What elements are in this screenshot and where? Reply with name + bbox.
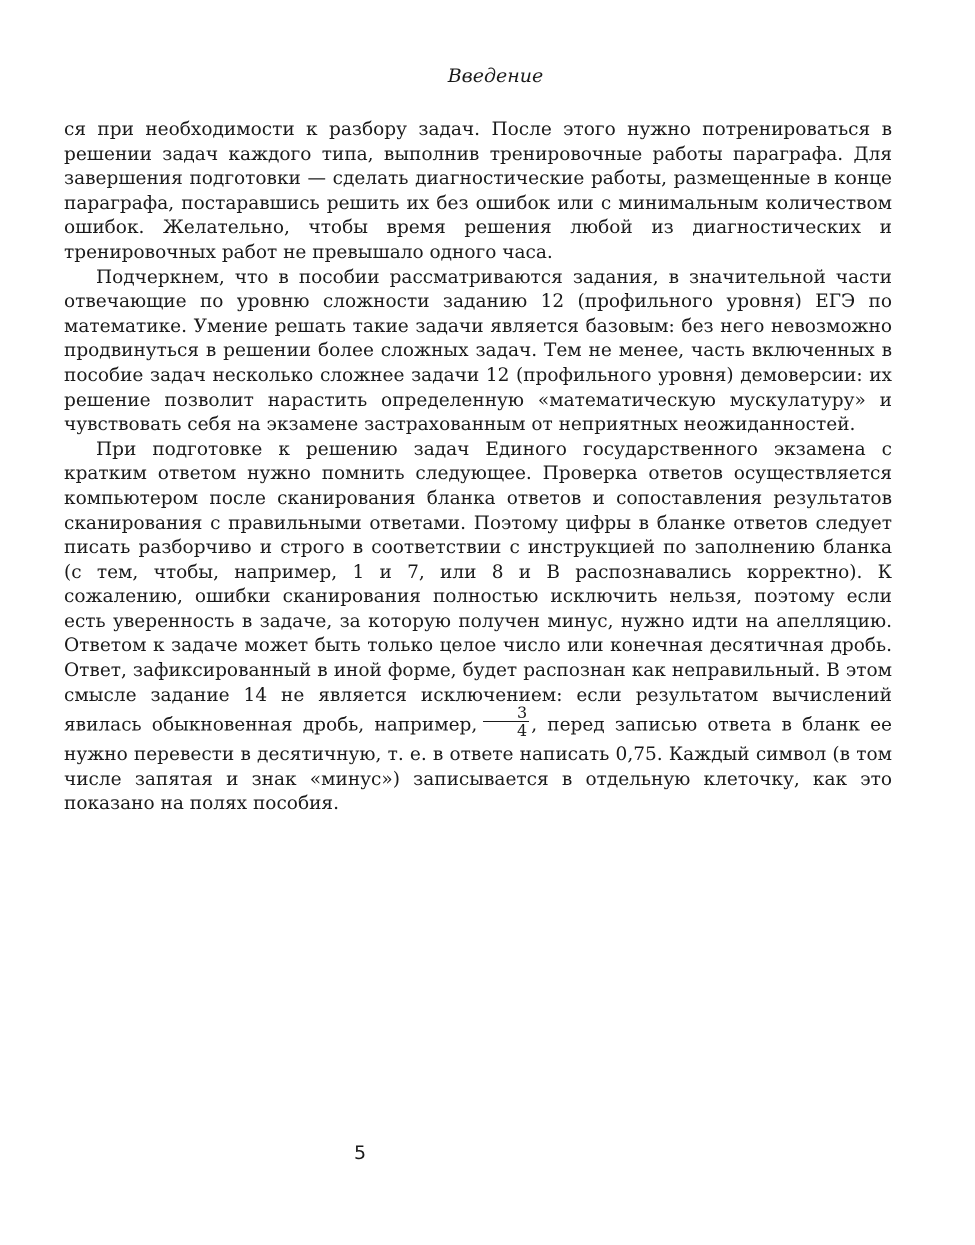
paragraph-2: Подчеркнем, что в пособии рассматриваются задания, в значительной части отвечающие по уровню сложности заданию 12 (профильного уровня) ЕГЭ по математике. Умение решать такие задачи является базовым: без него невозможно продвинуться в решении более сложных задач. Тем не менее, часть включенных в пособие задач несколько сложнее задачи 12 (профильного уровня) демоверсии: их решение позволит нарастить определенную «математическую мускулатуру» и чувствовать себя на экзамене застрахованным от неприятных неожиданностей.	[64, 266, 892, 436]
fraction-three-quarters	[483, 704, 529, 739]
page-number: 5	[353, 1142, 367, 1164]
paragraph-3-text-after-fraction: , перед записью ответа в бланк ее нужно перевести в десятичную, т. е. в ответе написать 0,75. Каждый символ (в том числе запятая и знак «минус») записывается в отдельную клеточку, как это показано на полях пособия.	[64, 714, 892, 815]
paragraph-1: ся при необходимости к разбору задач. После этого нужно потренироваться в решении задач каждого типа, выполнив тренировочные работы параграфа. Для завершения подготовки — сделать диагностические работы, размещенные в конце параграфа, постаравшись решить их без ошибок или с минимальным количеством ошибок. Желательно, чтобы время решения любой из диагностических и тренировочных работ не превышало одного часа.	[64, 119, 892, 263]
fraction-denominator: 4	[517, 721, 528, 741]
main-text	[64, 118, 892, 817]
paragraph-3-text-before-fraction: При подготовке к решению задач Единого государственного экзамена с кратким ответом нужно помнить следующее. Проверка ответов осуществляется компьютером после сканирования бланка ответов и сопоставления результатов сканирования с правильными ответами. Поэтому цифры в бланке ответов следует писать разборчиво и строго в соответствии с инструкцией по заполнению бланка (с тем, чтобы, например, 1 и 7, или 8 и В распознавались корректно). К сожалению, ошибки сканирования полностью исключить нельзя, поэтому если есть уверенность в задаче, за которую получен минус, нужно идти на апелляцию. Ответом к задаче может быть только целое число или конечная десятичная дробь. Ответ, зафиксированный в иной форме, будет распознан как неправильный. В этом смысле задание 14 не является исключением: если результатом вычислений явилась обыкновенная дробь, например,	[64, 438, 892, 736]
fraction-numerator: 3	[483, 704, 529, 722]
paragraph-3	[64, 438, 892, 817]
running-title: Введение	[447, 65, 544, 87]
